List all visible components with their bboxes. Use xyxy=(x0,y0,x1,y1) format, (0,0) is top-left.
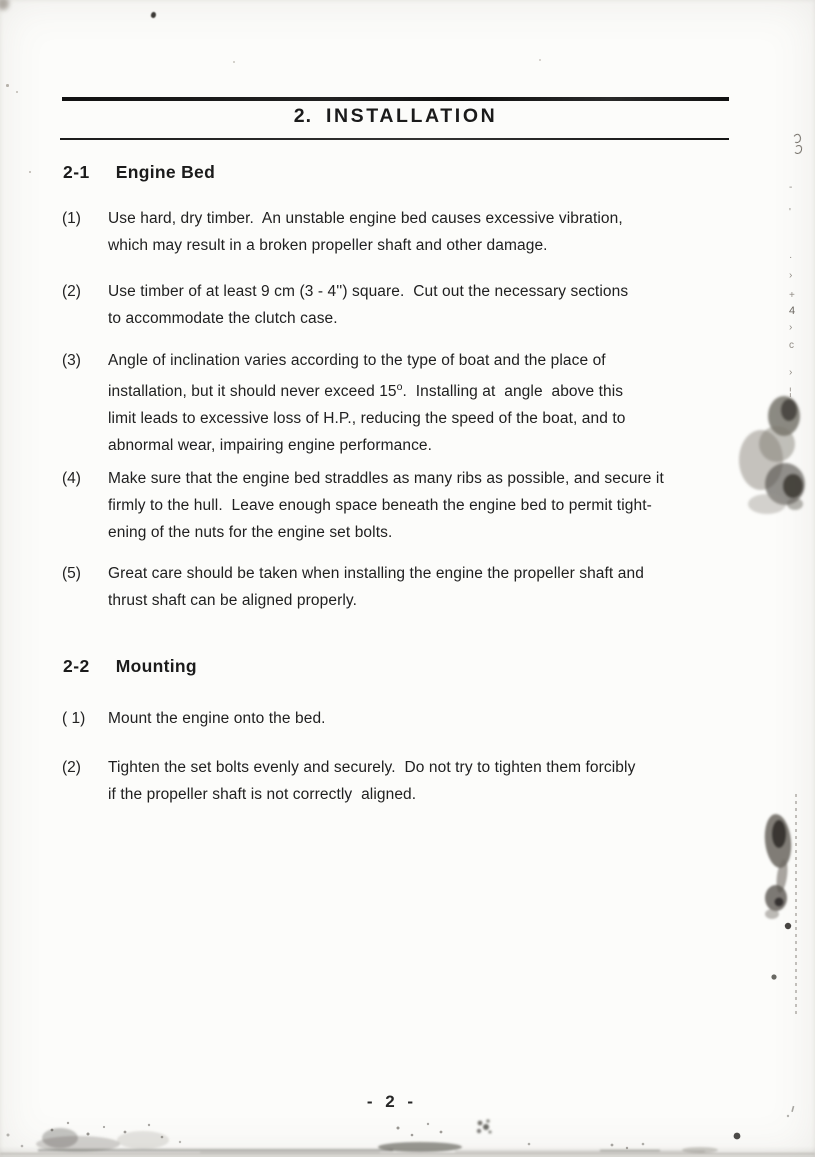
ink-dot xyxy=(734,1133,741,1140)
item-number: (3) xyxy=(62,352,81,369)
item-line: if the propeller shaft is not correctly aligned. xyxy=(108,786,417,803)
item-line: Great care should be taken when installing the engine the propeller shaft and xyxy=(108,565,644,582)
item-line: Mount the engine onto the bed. xyxy=(108,710,326,727)
bottom-edge-shadow xyxy=(0,1146,815,1157)
bleed-through-mark: ¦ xyxy=(789,387,792,398)
list-item xyxy=(62,205,623,259)
item-text xyxy=(108,754,635,808)
item-text xyxy=(108,465,664,546)
heading-number: 2-1 xyxy=(63,162,90,182)
list-item xyxy=(62,278,628,332)
page-edge-line xyxy=(795,794,797,1016)
page-number: - 2 - xyxy=(366,1092,414,1111)
item-number: ( 1) xyxy=(62,710,86,727)
bleed-through-mark: ' xyxy=(789,207,791,218)
item-line: to accommodate the clutch case. xyxy=(108,310,338,327)
item-text xyxy=(108,347,626,459)
bleed-through-mark: · xyxy=(789,252,793,263)
item-line: Use timber of at least 9 cm (3 - 4'') square. Cut out the necessary sections xyxy=(108,283,629,300)
section-heading-mounting xyxy=(63,655,197,677)
item-line: firmly to the hull. Leave enough space beneath the engine bed to permit tight- xyxy=(108,497,652,514)
item-number: (2) xyxy=(62,759,81,776)
list-item xyxy=(62,754,635,808)
title-text: INSTALLATION xyxy=(325,105,498,127)
ink-dot xyxy=(785,923,791,929)
scan-speck xyxy=(233,61,235,63)
item-number: (4) xyxy=(62,470,81,487)
item-number: (1) xyxy=(62,210,81,227)
bleed-through-mark: c xyxy=(789,340,794,351)
degree-superscript: o xyxy=(396,381,403,393)
list-item xyxy=(62,705,326,732)
scan-speck xyxy=(29,171,31,173)
line-part: . Installing at angle above this xyxy=(402,383,624,400)
item-line: Angle of inclination varies according to the type of boat and the place of xyxy=(108,352,606,369)
item-line: abnormal wear, impairing engine performance. xyxy=(108,437,433,454)
bleed-through-mark: › xyxy=(789,322,793,333)
item-line: Make sure that the engine bed straddles as many ribs as possible, and secure it xyxy=(108,470,664,487)
page-title xyxy=(62,103,729,129)
scan-speck xyxy=(787,1115,789,1117)
heading-label: Mounting xyxy=(115,656,197,676)
ink-smudge-upper xyxy=(737,392,815,532)
bleed-through-mark: › xyxy=(789,270,793,281)
list-item xyxy=(62,560,644,614)
item-text xyxy=(108,205,623,259)
ink-dot xyxy=(771,974,776,979)
line-part: installation, but it should never exceed 15 xyxy=(108,383,397,400)
bleed-through-mark xyxy=(794,145,803,155)
scan-speck xyxy=(150,11,157,19)
bleed-through-mark: - xyxy=(789,182,793,193)
heading-label: Engine Bed xyxy=(115,162,216,182)
bleed-through-mark: 4 xyxy=(789,305,796,317)
ink-smudge-lower xyxy=(752,806,807,991)
title-number: 2. xyxy=(293,105,312,127)
title-rule-bottom xyxy=(60,138,729,140)
ink-smudge-shape xyxy=(762,813,794,919)
item-number: (2) xyxy=(62,283,81,300)
item-line: Tighten the set bolts evenly and securely. Do not try to tighten them forcibly xyxy=(108,759,636,776)
title-rule-top xyxy=(62,97,729,101)
item-number: (5) xyxy=(62,565,81,582)
item-line: thrust shaft can be aligned properly. xyxy=(108,592,357,609)
item-line xyxy=(108,374,626,405)
item-line: ening of the nuts for the engine set bolts. xyxy=(108,524,393,541)
item-text xyxy=(108,560,644,614)
item-line: limit leads to excessive loss of H.P., reducing the speed of the boat, and to xyxy=(108,410,626,427)
scan-speck xyxy=(791,1106,794,1112)
bleed-through-mark xyxy=(792,133,802,144)
item-line: which may result in a broken propeller shaft and other damage. xyxy=(108,237,548,254)
bleed-through-mark: + xyxy=(789,290,795,301)
section-heading-engine-bed xyxy=(63,161,215,183)
grunge-star-smudge xyxy=(477,1119,492,1133)
item-text xyxy=(108,278,628,332)
list-item xyxy=(62,465,664,546)
corner-smudge xyxy=(0,0,9,10)
scan-speck xyxy=(16,91,18,93)
scan-speck xyxy=(539,59,541,61)
item-line: Use hard, dry timber. An unstable engine bed causes excessive vibration, xyxy=(108,210,623,227)
heading-number: 2-2 xyxy=(63,656,90,676)
bleed-through-mark: › xyxy=(789,367,793,378)
item-text xyxy=(108,705,326,732)
ink-smudge-shape xyxy=(739,396,805,514)
scan-speck xyxy=(6,84,9,87)
list-item xyxy=(62,347,626,459)
